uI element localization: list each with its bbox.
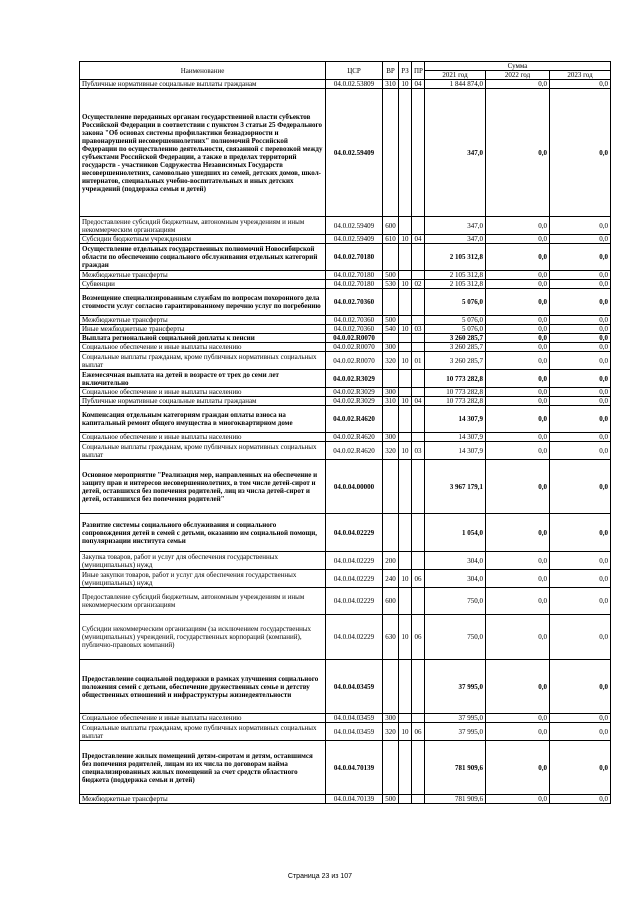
- table-row: [80, 514, 611, 552]
- row-sum-2021: 5 076,0: [425, 316, 486, 325]
- row-csr: 04.0.04.03459: [326, 660, 383, 714]
- row-pr: 06: [412, 570, 425, 588]
- row-sum-2021: 781 909,6: [425, 741, 486, 795]
- budget-table: [79, 61, 611, 804]
- row-sum-2021: 347,0: [425, 217, 486, 235]
- row-sum-2021: 2 105 312,8: [425, 280, 486, 289]
- row-rz: 10: [399, 80, 412, 89]
- row-name: Субсидии бюджетным учреждениям: [80, 235, 326, 244]
- row-sum-2023: 0,0: [550, 514, 611, 552]
- row-csr: 04.0.02.59409: [326, 217, 383, 235]
- row-pr: 06: [412, 723, 425, 741]
- header-vr: ВР: [383, 62, 399, 80]
- row-vr: 500: [383, 795, 399, 804]
- row-sum-2021: 14 307,9: [425, 442, 486, 460]
- row-sum-2022: 0,0: [486, 714, 550, 723]
- row-rz: [399, 588, 412, 615]
- row-name: Основное мероприятие "Реализация мер, направленных на обеспечение и защиту прав и интересов несовершеннолетних, в том числе детей-сирот и детей, оставшихся без попечения родителей, лиц из числа детей-сирот и детей, оставшихся без попечения родителей": [80, 460, 326, 514]
- row-vr: [383, 370, 399, 388]
- row-vr: 300: [383, 433, 399, 442]
- row-sum-2022: 0,0: [486, 442, 550, 460]
- row-sum-2023: 0,0: [550, 714, 611, 723]
- header-rz: РЗ: [399, 62, 412, 80]
- row-name: Развитие системы социального обслуживания и социального сопровождения детей в семей с детьми, оказанию им социальной помощи, популяризации института семьи: [80, 514, 326, 552]
- row-csr: 04.0.04.00000: [326, 460, 383, 514]
- row-sum-2021: 750,0: [425, 588, 486, 615]
- row-pr: [412, 741, 425, 795]
- row-vr: [383, 289, 399, 316]
- row-rz: [399, 334, 412, 343]
- row-sum-2022: 0,0: [486, 795, 550, 804]
- row-rz: [399, 552, 412, 570]
- table-row: [80, 660, 611, 714]
- table-row: [80, 615, 611, 660]
- row-pr: [412, 388, 425, 397]
- table-row: [80, 588, 611, 615]
- table-row: [80, 442, 611, 460]
- table-body: [80, 80, 611, 804]
- table-row: [80, 714, 611, 723]
- table-row: [80, 325, 611, 334]
- row-name: Социальное обеспечение и иные выплаты населению: [80, 343, 326, 352]
- row-vr: 310: [383, 397, 399, 406]
- row-sum-2023: 0,0: [550, 235, 611, 244]
- row-sum-2023: 0,0: [550, 795, 611, 804]
- table-row: [80, 460, 611, 514]
- row-rz: 10: [399, 235, 412, 244]
- row-csr: 04.0.02.R0070: [326, 352, 383, 370]
- row-pr: [412, 433, 425, 442]
- row-vr: 320: [383, 442, 399, 460]
- row-sum-2021: 304,0: [425, 552, 486, 570]
- row-csr: 04.0.02.R3029: [326, 370, 383, 388]
- table-row: [80, 244, 611, 271]
- row-sum-2022: 0,0: [486, 280, 550, 289]
- row-pr: [412, 244, 425, 271]
- row-rz: [399, 714, 412, 723]
- row-pr: [412, 217, 425, 235]
- row-sum-2021: 2 105 312,8: [425, 271, 486, 280]
- row-csr: 04.0.02.R0070: [326, 343, 383, 352]
- row-csr: 04.0.02.R4620: [326, 433, 383, 442]
- table-row: [80, 89, 611, 217]
- row-sum-2023: 0,0: [550, 334, 611, 343]
- row-sum-2023: 0,0: [550, 723, 611, 741]
- row-csr: 04.0.02.59409: [326, 235, 383, 244]
- row-name: Закупка товаров, работ и услуг для обеспечения государственных (муниципальных) нужд: [80, 552, 326, 570]
- row-sum-2021: 1 054,0: [425, 514, 486, 552]
- table-row: [80, 370, 611, 388]
- row-vr: [383, 406, 399, 433]
- row-name: Социальные выплаты гражданам, кроме публичных нормативных социальных выплат: [80, 352, 326, 370]
- row-vr: 600: [383, 588, 399, 615]
- header-pr: ПР: [412, 62, 425, 80]
- row-sum-2022: 0,0: [486, 352, 550, 370]
- row-csr: 04.0.02.59409: [326, 89, 383, 217]
- row-sum-2022: 0,0: [486, 433, 550, 442]
- row-pr: [412, 795, 425, 804]
- table-row: [80, 334, 611, 343]
- row-sum-2023: 0,0: [550, 280, 611, 289]
- row-vr: 610: [383, 235, 399, 244]
- row-sum-2022: 0,0: [486, 89, 550, 217]
- row-sum-2021: 10 773 282,8: [425, 388, 486, 397]
- row-pr: [412, 343, 425, 352]
- row-vr: 300: [383, 714, 399, 723]
- row-rz: [399, 460, 412, 514]
- row-csr: 04.0.02.R4620: [326, 406, 383, 433]
- row-rz: [399, 406, 412, 433]
- row-csr: 04.0.02.R0070: [326, 334, 383, 343]
- row-name: Иные закупки товаров, работ и услуг для обеспечения государственных (муниципальных) нужд: [80, 570, 326, 588]
- row-pr: [412, 271, 425, 280]
- table-row: [80, 397, 611, 406]
- row-vr: 540: [383, 325, 399, 334]
- row-sum-2023: 0,0: [550, 397, 611, 406]
- row-sum-2021: 37 995,0: [425, 714, 486, 723]
- row-name: Предоставление социальной поддержки в рамках улучшения социального положения семей с детьми, обеспечение дружественных семье и детству общественных отношений и инфраструктуры жизнедеятельности: [80, 660, 326, 714]
- row-sum-2023: 0,0: [550, 406, 611, 433]
- row-sum-2022: 0,0: [486, 80, 550, 89]
- row-sum-2022: 0,0: [486, 406, 550, 433]
- header-year-2021: 2021 год: [425, 71, 486, 80]
- row-sum-2022: 0,0: [486, 289, 550, 316]
- row-sum-2021: 347,0: [425, 89, 486, 217]
- table-row: [80, 289, 611, 316]
- row-sum-2022: 0,0: [486, 397, 550, 406]
- table-row: [80, 217, 611, 235]
- row-sum-2021: 347,0: [425, 235, 486, 244]
- row-csr: 04.0.02.70180: [326, 271, 383, 280]
- row-sum-2023: 0,0: [550, 588, 611, 615]
- row-vr: 200: [383, 552, 399, 570]
- row-rz: [399, 271, 412, 280]
- header-year-2022: 2022 год: [486, 71, 550, 80]
- row-csr: 04.0.04.03459: [326, 723, 383, 741]
- row-sum-2022: 0,0: [486, 343, 550, 352]
- row-pr: [412, 289, 425, 316]
- row-rz: [399, 343, 412, 352]
- table-row: [80, 795, 611, 804]
- row-sum-2021: 750,0: [425, 615, 486, 660]
- row-name: Предоставление субсидий бюджетным, автономным учреждениям и иным некоммерческим организациям: [80, 588, 326, 615]
- row-rz: [399, 217, 412, 235]
- row-sum-2023: 0,0: [550, 80, 611, 89]
- row-sum-2021: 5 076,0: [425, 325, 486, 334]
- row-rz: 10: [399, 352, 412, 370]
- row-pr: 03: [412, 442, 425, 460]
- row-sum-2022: 0,0: [486, 334, 550, 343]
- row-sum-2023: 0,0: [550, 570, 611, 588]
- row-sum-2022: 0,0: [486, 370, 550, 388]
- row-vr: 500: [383, 316, 399, 325]
- row-sum-2021: 37 995,0: [425, 723, 486, 741]
- row-sum-2023: 0,0: [550, 460, 611, 514]
- row-name: Субвенции: [80, 280, 326, 289]
- row-sum-2022: 0,0: [486, 552, 550, 570]
- row-vr: 320: [383, 723, 399, 741]
- row-sum-2022: 0,0: [486, 244, 550, 271]
- row-rz: 10: [399, 442, 412, 460]
- row-sum-2023: 0,0: [550, 370, 611, 388]
- header-csr: ЦСР: [326, 62, 383, 80]
- row-rz: 10: [399, 280, 412, 289]
- table-row: [80, 723, 611, 741]
- row-sum-2023: 0,0: [550, 433, 611, 442]
- row-csr: 04.0.04.02229: [326, 570, 383, 588]
- row-sum-2021: 14 307,9: [425, 433, 486, 442]
- row-sum-2021: 14 307,9: [425, 406, 486, 433]
- row-pr: 04: [412, 397, 425, 406]
- row-csr: 04.0.04.02229: [326, 588, 383, 615]
- table-row: [80, 406, 611, 433]
- row-rz: 10: [399, 570, 412, 588]
- row-sum-2021: 3 260 285,7: [425, 343, 486, 352]
- row-name: Социальное обеспечение и иные выплаты населению: [80, 388, 326, 397]
- row-vr: 310: [383, 80, 399, 89]
- row-sum-2023: 0,0: [550, 343, 611, 352]
- row-sum-2022: 0,0: [486, 723, 550, 741]
- row-vr: 300: [383, 343, 399, 352]
- table-row: [80, 552, 611, 570]
- row-sum-2023: 0,0: [550, 89, 611, 217]
- row-sum-2023: 0,0: [550, 271, 611, 280]
- row-rz: [399, 370, 412, 388]
- row-csr: 04.0.04.70139: [326, 795, 383, 804]
- row-sum-2023: 0,0: [550, 660, 611, 714]
- row-vr: [383, 660, 399, 714]
- row-csr: 04.0.04.02229: [326, 552, 383, 570]
- row-sum-2022: 0,0: [486, 325, 550, 334]
- row-pr: 03: [412, 325, 425, 334]
- header-name: Наименование: [80, 62, 326, 80]
- row-sum-2021: 1 844 874,0: [425, 80, 486, 89]
- table-row: [80, 388, 611, 397]
- row-name: Межбюджетные трансферты: [80, 271, 326, 280]
- row-csr: 04.0.04.02229: [326, 514, 383, 552]
- row-sum-2023: 0,0: [550, 388, 611, 397]
- row-sum-2021: 5 076,0: [425, 289, 486, 316]
- row-csr: 04.0.04.70139: [326, 741, 383, 795]
- row-vr: [383, 89, 399, 217]
- row-vr: 240: [383, 570, 399, 588]
- row-name: Социальные выплаты гражданам, кроме публичных нормативных социальных выплат: [80, 442, 326, 460]
- row-vr: 500: [383, 271, 399, 280]
- row-sum-2021: 304,0: [425, 570, 486, 588]
- row-name: Иные межбюджетные трансферты: [80, 325, 326, 334]
- row-pr: [412, 316, 425, 325]
- row-csr: 04.0.04.03459: [326, 714, 383, 723]
- row-sum-2021: 2 105 312,8: [425, 244, 486, 271]
- row-name: Публичные нормативные социальные выплаты гражданам: [80, 80, 326, 89]
- row-sum-2023: 0,0: [550, 615, 611, 660]
- row-sum-2022: 0,0: [486, 460, 550, 514]
- row-csr: 04.0.02.R4620: [326, 442, 383, 460]
- row-rz: [399, 289, 412, 316]
- row-vr: [383, 244, 399, 271]
- row-vr: [383, 741, 399, 795]
- row-sum-2021: 3 260 285,7: [425, 352, 486, 370]
- row-pr: [412, 660, 425, 714]
- row-sum-2023: 0,0: [550, 352, 611, 370]
- row-name: Осуществление переданных органам государственной власти субъектов Российской Федерации в соответствии с пунктом 3 статьи 25 Федерального закона "Об основах системы профилактики безнадзорности и правонарушений несовершеннолетних" полномочий Российской Федерации по осуществлению деятельности, связанной с перевозкой между субъектами Российской Федерации, а также в пределах территорий государств - участников Содружества Независимых Государств несовершеннолетних, самовольно ушедших из семей, детских домов, школ-интернатов, специальных учебно-воспитательных и иных детских учреждений (поддержка семьи и детей): [80, 89, 326, 217]
- row-sum-2023: 0,0: [550, 289, 611, 316]
- row-vr: 630: [383, 615, 399, 660]
- table-row: [80, 235, 611, 244]
- table-row: [80, 352, 611, 370]
- row-sum-2021: 10 773 282,8: [425, 370, 486, 388]
- row-pr: [412, 714, 425, 723]
- row-rz: [399, 433, 412, 442]
- row-sum-2023: 0,0: [550, 316, 611, 325]
- row-csr: 04.0.02.70360: [326, 289, 383, 316]
- row-csr: 04.0.02.70360: [326, 325, 383, 334]
- row-name: Возмещение специализированным службам по вопросам похоронного дела стоимости услуг согласно гарантированному перечню услуг по погребению: [80, 289, 326, 316]
- row-rz: [399, 316, 412, 325]
- row-sum-2022: 0,0: [486, 271, 550, 280]
- row-sum-2021: 781 909,6: [425, 795, 486, 804]
- row-sum-2022: 0,0: [486, 388, 550, 397]
- row-csr: 04.0.02.53809: [326, 80, 383, 89]
- table-row: [80, 316, 611, 325]
- row-pr: [412, 514, 425, 552]
- row-csr: 04.0.02.R3029: [326, 397, 383, 406]
- row-pr: [412, 588, 425, 615]
- row-rz: 10: [399, 615, 412, 660]
- row-sum-2022: 0,0: [486, 588, 550, 615]
- table-row: [80, 280, 611, 289]
- row-vr: 600: [383, 217, 399, 235]
- row-sum-2022: 0,0: [486, 570, 550, 588]
- row-sum-2021: 3 967 179,1: [425, 460, 486, 514]
- row-csr: 04.0.02.70180: [326, 280, 383, 289]
- row-pr: 02: [412, 280, 425, 289]
- row-pr: [412, 552, 425, 570]
- row-rz: [399, 388, 412, 397]
- row-sum-2023: 0,0: [550, 552, 611, 570]
- row-name: Субсидии некоммерческим организациям (за исключением государственных (муниципальных) учреждений, государственных корпораций (компаний), публично-правовых компаний): [80, 615, 326, 660]
- row-pr: [412, 89, 425, 217]
- table-row: [80, 271, 611, 280]
- row-name: Социальное обеспечение и иные выплаты населению: [80, 714, 326, 723]
- row-csr: 04.0.02.70180: [326, 244, 383, 271]
- row-pr: [412, 370, 425, 388]
- row-name: Выплата региональной социальной доплаты к пенсии: [80, 334, 326, 343]
- row-sum-2021: 10 773 282,8: [425, 397, 486, 406]
- row-sum-2023: 0,0: [550, 741, 611, 795]
- row-rz: 10: [399, 723, 412, 741]
- row-name: Социальные выплаты гражданам, кроме публичных нормативных социальных выплат: [80, 723, 326, 741]
- row-sum-2021: 3 260 285,7: [425, 334, 486, 343]
- row-pr: [412, 406, 425, 433]
- row-vr: [383, 334, 399, 343]
- row-name: Предоставление субсидий бюджетным, автономным учреждениям и иным некоммерческим организациям: [80, 217, 326, 235]
- row-name: Межбюджетные трансферты: [80, 795, 326, 804]
- row-name: Предоставление жилых помещений детям-сиротам и детям, оставшимся без попечения родителей, лицам из их числа по договорам найма специализированных жилых помещений за счет средств областного бюджета (поддержка семьи и детей): [80, 741, 326, 795]
- row-vr: 300: [383, 388, 399, 397]
- row-pr: [412, 460, 425, 514]
- table-row: [80, 433, 611, 442]
- row-sum-2023: 0,0: [550, 217, 611, 235]
- row-vr: [383, 514, 399, 552]
- row-sum-2023: 0,0: [550, 325, 611, 334]
- row-sum-2022: 0,0: [486, 514, 550, 552]
- row-rz: [399, 660, 412, 714]
- row-vr: [383, 460, 399, 514]
- row-rz: [399, 795, 412, 804]
- row-rz: 10: [399, 397, 412, 406]
- row-name: Ежемесячная выплата на детей в возрасте от трех до семи лет включительно: [80, 370, 326, 388]
- table-row: [80, 80, 611, 89]
- row-name: Социальное обеспечение и иные выплаты населению: [80, 433, 326, 442]
- row-rz: [399, 514, 412, 552]
- row-sum-2023: 0,0: [550, 244, 611, 271]
- row-rz: 10: [399, 325, 412, 334]
- row-csr: 04.0.04.02229: [326, 615, 383, 660]
- row-sum-2022: 0,0: [486, 615, 550, 660]
- header-sum: Сумма: [425, 62, 611, 71]
- table-row: [80, 343, 611, 352]
- row-sum-2022: 0,0: [486, 217, 550, 235]
- row-rz: [399, 741, 412, 795]
- row-csr: 04.0.02.70360: [326, 316, 383, 325]
- row-rz: [399, 244, 412, 271]
- row-pr: 01: [412, 352, 425, 370]
- row-sum-2022: 0,0: [486, 741, 550, 795]
- row-name: Публичные нормативные социальные выплаты гражданам: [80, 397, 326, 406]
- page-number: Страница 23 из 107: [287, 873, 353, 880]
- row-pr: 06: [412, 615, 425, 660]
- row-rz: [399, 89, 412, 217]
- row-vr: 530: [383, 280, 399, 289]
- row-pr: 04: [412, 235, 425, 244]
- row-name: Компенсация отдельным категориям граждан оплаты взноса на капитальный ремонт общего имущества в многоквартирном доме: [80, 406, 326, 433]
- row-name: Межбюджетные трансферты: [80, 316, 326, 325]
- row-sum-2023: 0,0: [550, 442, 611, 460]
- row-sum-2022: 0,0: [486, 316, 550, 325]
- row-pr: 04: [412, 80, 425, 89]
- row-pr: [412, 334, 425, 343]
- header-year-2023: 2023 год: [550, 71, 611, 80]
- row-vr: 320: [383, 352, 399, 370]
- row-sum-2021: 37 995,0: [425, 660, 486, 714]
- row-name: Осуществление отдельных государственных полномочий Новосибирской области по обеспечению социального обслуживания отдельных категорий граждан: [80, 244, 326, 271]
- row-sum-2022: 0,0: [486, 660, 550, 714]
- table-row: [80, 570, 611, 588]
- row-csr: 04.0.02.R3029: [326, 388, 383, 397]
- table-row: [80, 741, 611, 795]
- row-sum-2022: 0,0: [486, 235, 550, 244]
